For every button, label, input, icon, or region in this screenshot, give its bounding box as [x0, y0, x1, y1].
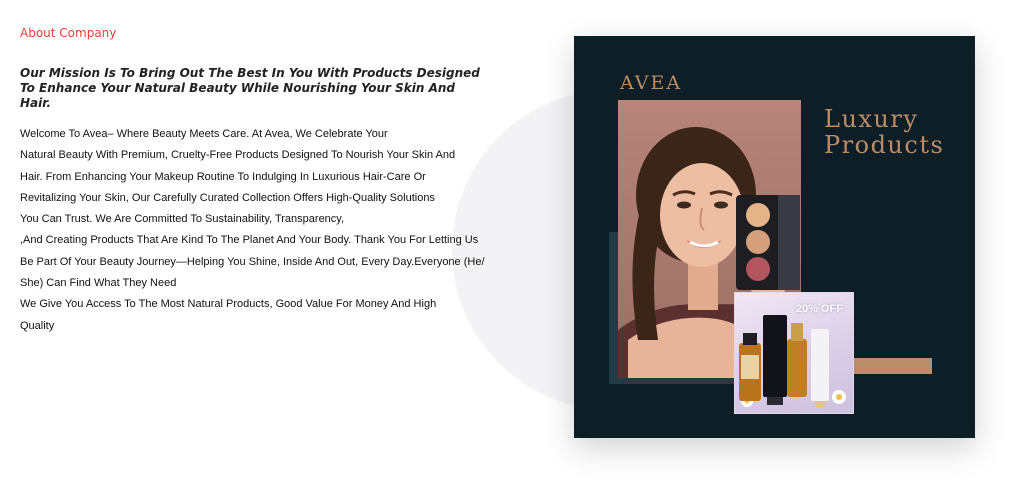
discount-badge: 20% OFF — [795, 303, 843, 315]
body-line: Quality — [20, 319, 55, 332]
brand-logo: AVEA — [620, 72, 683, 94]
product-bottles-illustration — [735, 293, 853, 413]
body-line: She) Can Find What They Need — [20, 277, 177, 290]
body-line: Revitalizing Your Skin, Our Carefully Curated Collection Offers High-Quality Solutions — [20, 191, 435, 204]
body-line: You Can Trust. We Are Committed To Sustainability, Transparency, — [20, 213, 345, 226]
body-line: ,And Creating Products That Are Kind To The Planet And Your Body. Thank You For Letting Us — [20, 234, 479, 247]
body-line: Welcome To Avea– Where Beauty Meets Care. At Avea, We Celebrate Your — [20, 128, 388, 140]
body-line: Hair. From Enhancing Your Makeup Routine To Indulging In Luxurious Hair-Care Or — [20, 170, 426, 183]
body-line: Be Part Of Your Beauty Journey—Helping You Shine, Inside And Out, Every Day.Everyone (He/ — [20, 255, 485, 268]
body-line: Natural Beauty With Premium, Cruelty-Free Products Designed To Nourish Your Skin And — [20, 149, 456, 162]
mission-statement: Our Mission Is To Bring Out The Best In You With Products Designed To Enhance Your Natural Beauty While Nourishing Your Skin And Hair. — [20, 66, 480, 110]
section-label: About Company — [20, 26, 117, 40]
promo-headline: Luxury Products — [824, 105, 945, 159]
accent-bar — [850, 358, 932, 374]
product-promo-card — [734, 292, 854, 414]
promo-banner — [574, 36, 975, 438]
body-line: We Give You Access To The Most Natural Products, Good Value For Money And High — [20, 298, 437, 311]
about-body-text — [20, 124, 485, 337]
